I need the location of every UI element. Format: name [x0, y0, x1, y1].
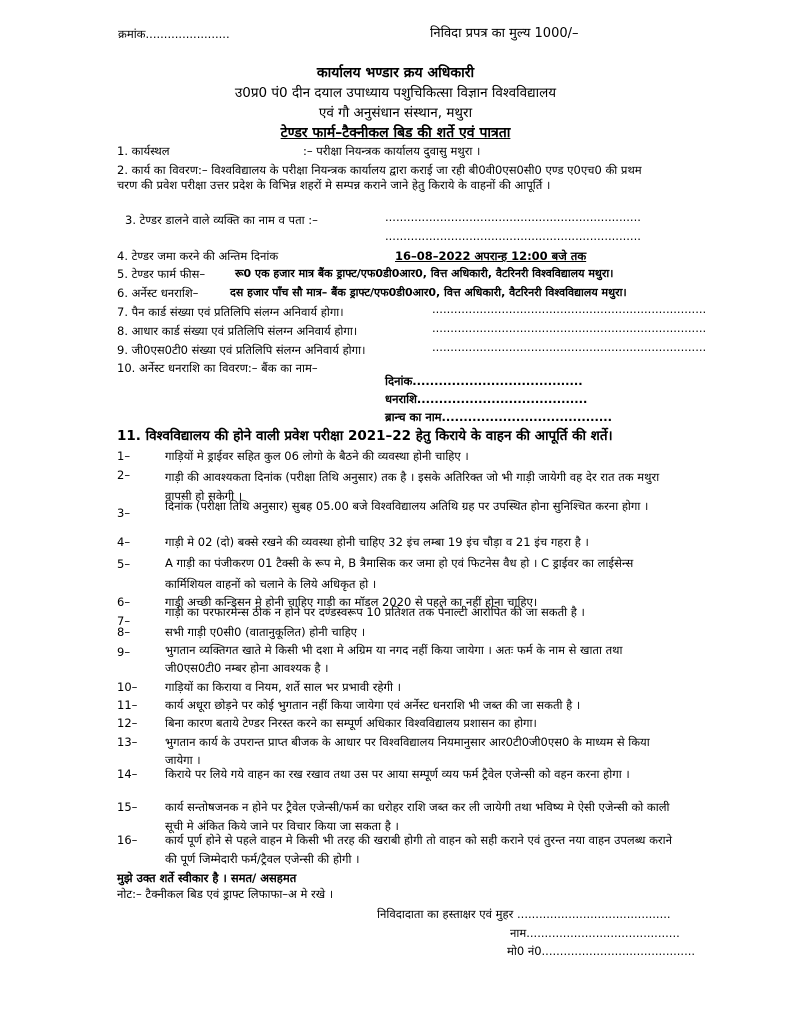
condition-number: 15– [117, 800, 138, 814]
field-10-branch: ब्रान्च का नाम....................................... [385, 410, 612, 424]
tender-price: निविदा प्रपत्र का मुल्य 1000/– [430, 26, 579, 41]
condition-number: 13– [117, 735, 138, 749]
condition-text: भुगतान कार्य के उपरान्त प्राप्त बीजक के आधार पर विश्वविद्यालय नियमानुसार आर0टी0जी0एस0 के माध्यम से किया जायेगा । [165, 735, 650, 767]
field-6-value: दस हजार पाँच सौ मात्र– बैंक ड्राफ्ट/एफ0डी0आर0, वित्त अधिकारी, वैटरिनरी विश्वविद्यालय मथुरा। [230, 286, 627, 299]
field-4-deadline: 16–08–2022 अपरान्ह 12:00 बजे तक [395, 249, 587, 263]
field-8-aadhaar: 8. आधार कार्ड संख्या एवं प्रतिलिपि संलग्न अनिवार्य होगा। [117, 324, 358, 338]
field-7-pan: 7. पैन कार्ड संख्या एवं प्रतिलिपि संलग्न अनिवार्य होगा। [117, 305, 344, 319]
condition-text: गाड़ी का परफारमेन्स ठीक न होने पर दण्डस्वरूप 10 प्रतिशत तक पेनाल्टी आरोपित की जा सकती है । [165, 605, 585, 619]
note-line: नोट:– टैक्नीकल बिड एवं ड्राफ्ट लिफाफा–अ मे रखे । [117, 887, 334, 901]
ref-number: क्रमांक....................... [118, 27, 230, 41]
field-5-value: रू0 एक हजार मात्र बैंक ड्राफ्ट/एफ0डी0आर0, वित्त अधिकारी, वैटरिनरी विश्वविद्यालय मथुरा। [235, 267, 614, 280]
condition-number: 4– [117, 535, 131, 549]
field-3-line-2: ...................................................................... [385, 229, 641, 243]
condition-number: 5– [117, 557, 131, 571]
condition-text: गाड़ी की आवश्यकता दिनांक (परीक्षा तिथि अनुसार) तक है । इसके अतिरिक्त जो भी गाड़ी जायेगी वह देर रात तक मथुरा वापसी हो सकेगी । [165, 470, 660, 503]
field-10-date: दिनांक....................................... [385, 374, 583, 388]
condition-text: कार्य सन्तोषजनक न होने पर ट्रैवेल एजेन्सी/फर्म का धरोहर राशि जब्त कर ली जायेगी तथा भविष्य मे ऐसी एजेन्सी को काली सूची मे अंकित किये जाने पर विचार किया जा सकता है । [165, 800, 670, 833]
office-title: कार्यालय भण्डार क्रय अधिकारी [316, 65, 475, 81]
field-5-label: 5. टेण्डर फार्म फीस– [117, 267, 206, 281]
form-heading: टेण्डर फार्म–टैक्नीकल बिड की शर्ते एवं पात्रता [280, 125, 511, 141]
field-8-dots: ........................................................................... [432, 321, 707, 335]
field-2-description: 2. कार्य का विवरण:– विश्वविद्यालय के परीक्षा नियन्त्रक कार्यालय द्वारा कराई जा रही बी0वी0एस0सी0 एण्ड ए0एच0 की प्रथम चरण की प्रवेश परीक्षा उत्तर प्रदेश के विभिन्न शहरों मे सम्पन्न कराने जाने हेतु किराये के वाहनों की आपूर्ति । [117, 163, 642, 192]
field-1-value: :– परीक्षा नियन्त्रक कार्यालय दुवासु मथुरा । [303, 144, 481, 158]
condition-text: दिनांक (परीक्षा तिथि अनुसार) सुबह 05.00 बजे विश्वविद्यालय अतिथि ग्रह पर उपस्थित होना सुनिश्चित करना होगा । [165, 499, 649, 513]
signature-line: निविदादाता का हस्ताक्षर एवं मुहर .......................................... [377, 907, 671, 921]
condition-text: गाड़ियों मे ड्राईवर सहित कुल 06 लोगो के बैठने की व्यवस्था होनी चाहिए । [165, 449, 469, 463]
condition-number: 14– [117, 767, 138, 781]
name-line: नाम.......................................... [510, 926, 680, 940]
condition-number: 3– [117, 506, 131, 520]
condition-text: गाड़ी अच्छी कन्डिसन मे होनी चाहिए गाड़ी का मॉडल 2020 से पहले का नहीं होना चाहिए। [165, 595, 538, 609]
field-1-label: 1. कार्यस्थल [117, 144, 170, 158]
mobile-line: मो0 नं0.......................................... [507, 944, 696, 958]
condition-number: 16– [117, 833, 138, 847]
field-7-dots: ........................................................................... [432, 302, 707, 316]
condition-text: A गाड़ी का पंजीकरण 01 टैक्सी के रूप मे, B त्रैमासिक कर जमा हो एवं फिटनेस वैध हो । C ड्राईवर का लाईसेन्स कार्मिशियल वाहनों को चलाने के लिये अधिकृत हो । [165, 556, 634, 591]
condition-number: 9– [117, 645, 131, 659]
condition-text: सभी गाड़ी ए0सी0 (वातानुकूलित) होनी चाहिए । [165, 625, 366, 639]
condition-text: कार्य पूर्ण होने से पहले वाहन मे किसी भी तरह की खराबी होगी तो वाहन को सही कराने एवं तुरन्त नया वाहन उपलब्ध कराने की पूर्ण जिम्मेदारी फर्म/ट्रैवल एजेन्सी की होगी । [165, 833, 672, 866]
condition-number: 12– [117, 716, 138, 730]
condition-number: 8– [117, 625, 131, 639]
condition-number: 11– [117, 698, 138, 712]
field-10-amount: धनराशि....................................... [385, 392, 588, 406]
condition-text: कार्य अधूरा छोड़ने पर कोई भुगतान नहीं किया जायेगा एवं अर्नेस्ट धनराशि भी जब्त की जा सकती है । [165, 698, 581, 712]
acceptance-line: मुझे उक्त शर्ते स्वीकार है । समत/ असहमत [117, 871, 297, 885]
field-6-label: 6. अर्नेस्ट धनराशि– [117, 286, 199, 300]
field-9-gst: 9. जी0एस0टी0 संख्या एवं प्रतिलिपि संलग्न अनिवार्य होगा। [117, 343, 366, 357]
condition-text: गाड़ियों का किराया व नियम, शर्ते साल भर प्रभावी रहेगी । [165, 680, 402, 694]
section-11-heading: 11. विश्वविद्यालय की होने वाली प्रवेश परीक्षा 2021–22 हेतु किराये के वाहन की आपूर्ति की शर्ते। [117, 428, 613, 444]
field-3-label: 3. टेण्डर डालने वाले व्यक्ति का नाम व पता :– [125, 213, 318, 227]
field-3-line-1: ...................................................................... [385, 210, 641, 224]
condition-number: 7– [117, 614, 131, 628]
field-9-dots: ........................................................................... [432, 340, 707, 354]
institute-location: एवं गौ अनुसंधान संस्थान, मथुरा [318, 105, 473, 121]
condition-number: 6– [117, 595, 131, 609]
university-name: उ0प्र0 पं0 दीन दयाल उपाध्याय पशुचिकित्सा विज्ञान विश्वविद्यालय [234, 85, 557, 101]
condition-text: किराये पर लिये गये वाहन का रख रखाव तथा उस पर आया सम्पूर्ण व्यय फर्म ट्रैवेल एजेन्सी को वहन करना होगा । [165, 767, 630, 781]
condition-text: भुगतान व्यक्तिगत खाते मे किसी भी दशा मे अग्रिम या नगद नहीं किया जायेगा । अतः फर्म के नाम से खाता तथा जी0एस0टी0 नम्बर होना आवश्यक है । [165, 643, 623, 675]
field-10-label: 10. अर्नेस्ट धनराशि का विवरण:– बैंक का नाम– [117, 361, 318, 375]
condition-number: 1– [117, 449, 131, 463]
condition-text: बिना कारण बताये टेण्डर निरस्त करने का सम्पूर्ण अधिकार विश्वविद्यालय प्रशासन का होगा। [165, 716, 537, 730]
condition-number: 2– [117, 468, 131, 482]
condition-number: 10– [117, 680, 138, 694]
condition-text: गाड़ी मे 02 (दो) बक्से रखने की व्यवस्था होनी चाहिए 32 इंच लम्बा 19 इंच चौड़ा व 21 इंच गहरा है । [165, 535, 589, 549]
field-4-label: 4. टेण्डर जमा करने की अन्तिम दिनांक [117, 249, 279, 263]
